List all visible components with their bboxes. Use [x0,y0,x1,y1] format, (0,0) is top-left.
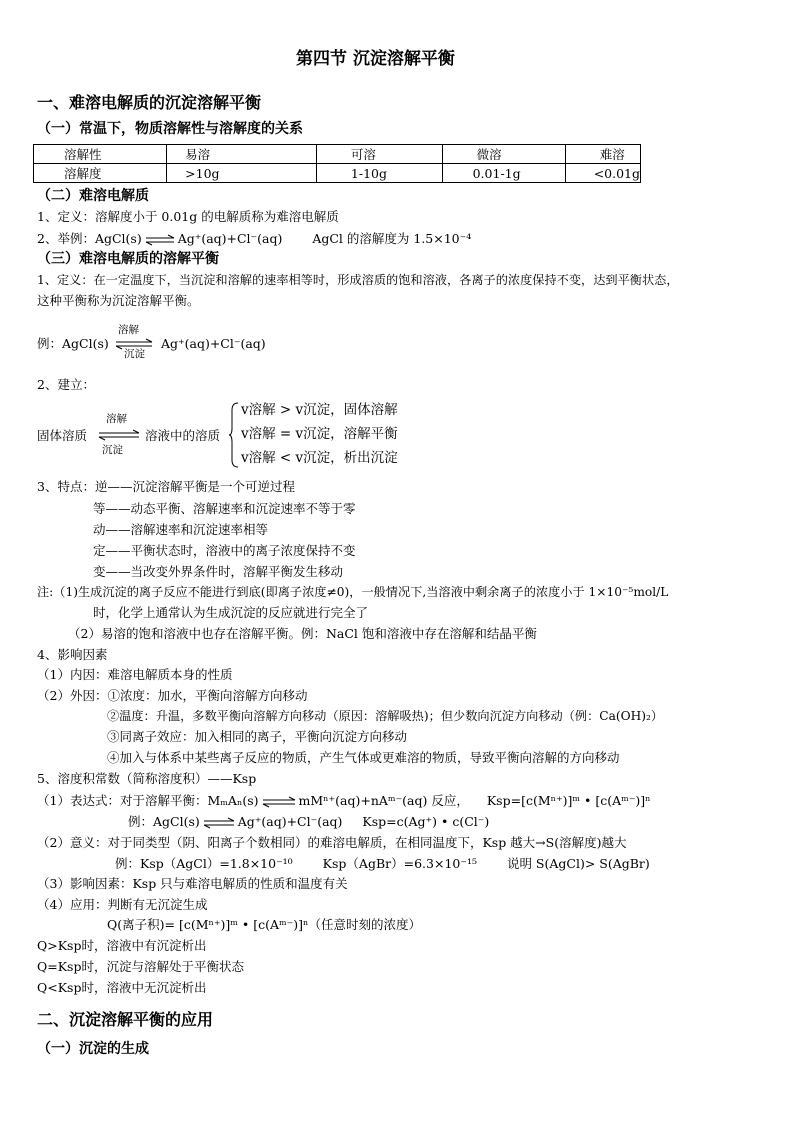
feature-line: 定——平衡状态时，溶液中的离子浓度保持不变 [93,543,356,558]
note-line: （2）易溶的饱和溶液中也存在溶解平衡。例：NaCl 饱和溶液中存在溶解和结晶平衡 [68,626,537,641]
feature-line: 3、特点：逆——沉淀溶解平衡是一个可逆过程 [37,479,295,494]
table-cell: 溶解性 [34,145,167,164]
ksp-example [128,814,489,830]
example-products: Ag⁺(aq)+Cl⁻(aq) [177,231,283,246]
ksp-example-formula: Ksp=c(Ag⁺) • c(Cl⁻) [362,814,490,829]
equilibrium-arrow-icon [146,236,174,244]
table-row [34,164,641,183]
ksp-factor: （3）影响因素：Ksp 只与难溶电解质的性质和温度有关 [37,876,348,891]
reversible-arrow-icon [99,431,139,439]
ion-product: Q(离子积)= [c(Mⁿ⁺)]ᵐ • [c(Aᵐ⁻)]ⁿ（任意时刻的浓度） [107,917,421,932]
definition-line-2: 这种平衡称为沉淀溶解平衡。 [37,293,200,308]
sub1-heading: （一）常温下，物质溶解性与溶解度的关系 [37,121,303,137]
sub3-heading: （三）难溶电解质的溶解平衡 [37,251,219,267]
section1-heading: 一、难溶电解质的沉淀溶解平衡 [37,93,262,112]
section2-heading: 二、沉淀溶解平衡的应用 [37,1010,214,1029]
table-row [34,145,641,164]
example-line [37,231,471,247]
sub2-heading: （二）难溶电解质 [37,188,149,204]
factor-line: ④加入与体系中某些离子反应的物质，产生气体或更难溶的物质，导致平衡向溶解的方向移动 [107,750,620,765]
section2-sub1: （一）沉淀的生成 [37,1041,149,1057]
arrow-label-bottom: 沉淀 [124,348,145,360]
ksp-heading: 5、溶度积常数（简称溶度积）——Ksp [37,771,257,786]
equilibrium-arrow-icon [204,819,234,827]
ksp-expr-products: mMⁿ⁺(aq)+nAᵐ⁻(aq) 反应， [298,793,469,808]
definition-line-1: 1、定义：在一定温度下，当沉淀和溶解的速率相等时，形成溶质的饱和溶液，各离子的浓度保持不变，达到平衡状态， [37,273,679,287]
factor-line: 4、影响因素 [37,647,108,662]
solid-solute: 固体溶质 [37,428,88,443]
table-cell: 易溶 [167,145,317,164]
note-line: 注:（1)生成沉淀的离子反应不能进行到底(即离子浓度≠0)，一般情况下,当溶液中剩余离子的浓度小于 1×10⁻⁵mol/L [37,585,669,599]
ksp-expr-reactant: （1）表达式：对于溶解平衡：MₘAₙ(s) [37,793,259,808]
table-cell: 微溶 [442,145,565,164]
case-dissolve: v溶解 > v沉淀，固体溶解 [241,402,398,418]
table-cell: <0.01g [565,164,640,183]
ksp-meaning: （2）意义：对于同类型（阴、阳离子个数相同）的难溶电解质，在相同温度下，Ksp 越大→S(溶解度)越大 [37,835,627,850]
equilibrium-arrow-icon [263,798,295,806]
page-title: 第四节 沉淀溶解平衡 [296,49,455,69]
arrow2-label-top: 溶解 [106,413,127,425]
solution-solute: 溶液中的溶质 [145,428,221,443]
ksp-application: （4）应用：判断有无沉淀生成 [37,897,208,912]
case-equilibrium: v溶解 = v沉淀，溶解平衡 [241,426,398,442]
factor-line: （1）内因：难溶电解质本身的性质 [37,667,233,682]
definition-text: 1、定义：溶解度小于 0.01g 的电解质称为难溶电解质 [37,209,339,224]
example-reactant: 2、举例：AgCl(s) [37,231,142,246]
solubility-table [33,144,641,183]
judge-line: Q>Ksp时，溶液中有沉淀析出 [37,938,207,953]
ksp-formula: Ksp=[c(Mⁿ⁺)]ᵐ • [c(Aᵐ⁻)]ⁿ [486,793,651,808]
establish-label: 2、建立： [37,377,95,392]
table-cell: 0.01-1g [442,164,565,183]
solubility-comparison: 说明 S(AgCl)> S(AgBr) [506,856,650,871]
factor-line: （2）外因：①浓度：加水，平衡向溶解方向移动 [37,688,308,703]
table-cell: 溶解度 [34,164,167,183]
table-cell: 难溶 [565,145,640,164]
ksp-example-reactant: 例：AgCl(s) [128,814,200,829]
example-reactant: 例：AgCl(s) [37,336,109,351]
table-cell: >10g [167,164,317,183]
arrow2-label-bottom: 沉淀 [102,444,123,456]
feature-line: 变——当改变外界条件时，溶解平衡发生移动 [93,564,344,579]
note-line: 时，化学上通常认为生成沉淀的反应就进行完全了 [93,605,369,620]
arrow-label-top: 溶解 [118,324,139,336]
feature-line: 动——溶解速率和沉淀速率相等 [93,522,269,537]
ksp-meaning-example [115,856,650,872]
reversible-arrow-icon [116,340,152,348]
ksp-agcl: 例：Ksp（AgCl）=1.8×10⁻¹⁰ [115,856,293,871]
ksp-expression [37,793,651,809]
factor-line: ②温度：升温，多数平衡向溶解方向移动（原因：溶解吸热)；但少数向沉淀方向移动（例：Ca(OH)₂） [107,709,664,723]
judge-line: Q<Ksp时，溶液中无沉淀析出 [37,980,207,995]
feature-line: 等——动态平衡、溶解速率和沉淀速率不等于零 [93,501,356,516]
ksp-agbr: Ksp（AgBr）=6.3×10⁻¹⁵ [322,856,477,871]
case-precipitate: v溶解 < v沉淀，析出沉淀 [241,450,398,466]
ksp-example-products: Ag⁺(aq)+Cl⁻(aq) [237,814,343,829]
example-products: Ag⁺(aq)+Cl⁻(aq) [161,336,266,351]
table-cell: 可溶 [316,145,442,164]
brace-icon [229,402,239,468]
solubility-note: AgCl 的溶解度为 1.5×10⁻⁴ [312,231,472,246]
judge-line: Q=Ksp时，沉淀与溶解处于平衡状态 [37,959,244,974]
factor-line: ③同离子效应：加入相同的离子，平衡向沉淀方向移动 [107,729,408,744]
dissolution-example [37,336,109,352]
table-cell: 1-10g [316,164,442,183]
